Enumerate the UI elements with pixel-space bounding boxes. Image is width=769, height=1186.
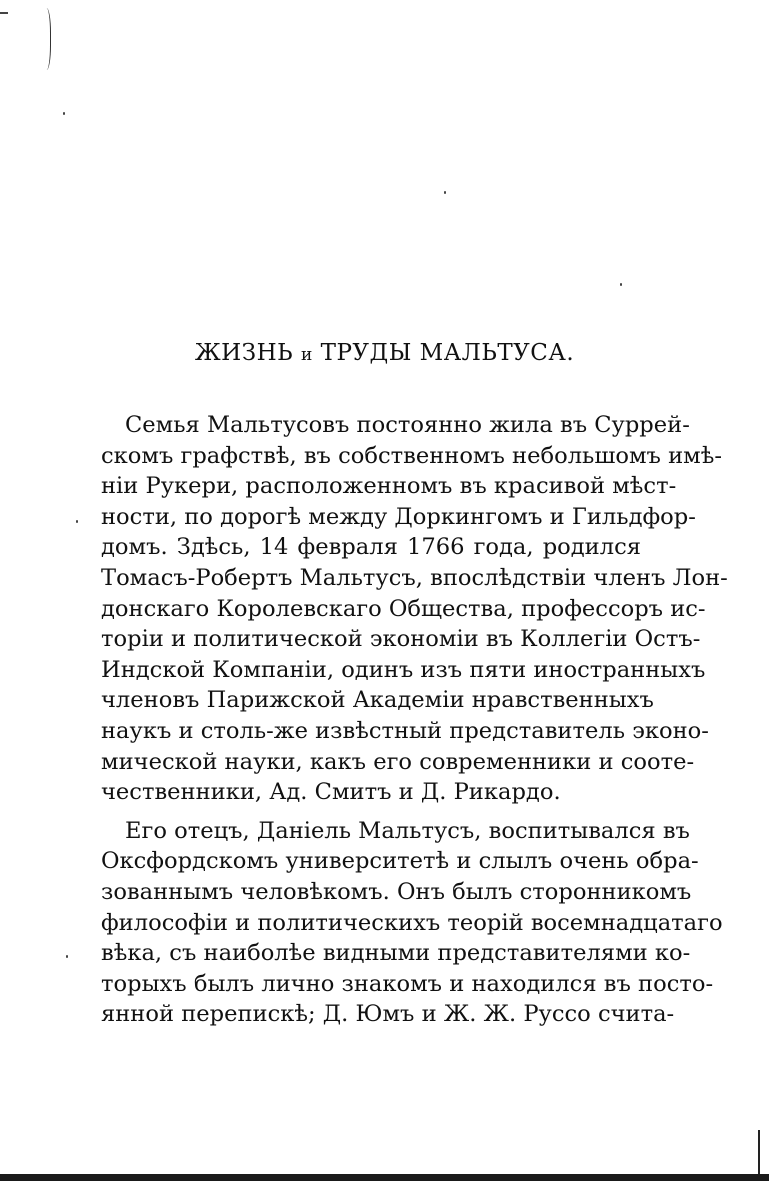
- chapter-title: [0, 340, 769, 366]
- text-line: нiи Рукери, расположенномъ въ красивой мѣст-: [101, 473, 677, 500]
- text-line: торiи и политической экономiи въ Коллегiи Остъ-: [101, 626, 701, 653]
- text-line: торыхъ былъ лично знакомъ и находился въ посто-: [101, 970, 714, 997]
- paragraph-2: [101, 816, 723, 1030]
- text-line: Индской Компанiи, одинъ изъ пяти иностранныхъ: [101, 656, 706, 683]
- text-line: Оксфордскомъ университетѣ и слылъ очень обра-: [101, 848, 699, 875]
- text-line: зованнымъ человѣкомъ. Онъ былъ сторонникомъ: [101, 878, 692, 905]
- body-text: [101, 410, 728, 1030]
- text-line: ности, по дорогѣ между Доркингомъ и Гильдфор-: [101, 503, 696, 530]
- scan-speck: [620, 283, 622, 286]
- title-rest: ТРУДЫ МАЛЬТУСА.: [320, 340, 575, 366]
- paragraph-gap: [101, 808, 641, 816]
- scan-speck: [63, 112, 65, 115]
- text-line: скомъ графствѣ, въ собственномъ небольшомъ имѣ-: [101, 442, 722, 469]
- text-line: домъ. Здѣсь, 14 февраля 1766 года, родился: [101, 534, 641, 561]
- text-line: Его отецъ, Данiель Мальтусъ, воспитывался въ: [125, 817, 690, 844]
- text-line: донскаго Королевскаго Общества, профессоръ ис-: [101, 595, 706, 622]
- paragraph-1: [101, 410, 728, 808]
- text-line: мической науки, какъ его современники и сооте-: [101, 748, 695, 775]
- scan-bottom-edge: [0, 1174, 769, 1181]
- title-connector: и: [300, 345, 313, 365]
- title-word-1: ЖИЗНЬ: [194, 340, 294, 366]
- scan-edge-mark-left: [40, 8, 51, 70]
- scan-speck: [444, 191, 446, 194]
- text-line: Томасъ-Робертъ Мальтусъ, впослѣдствiи членъ Лон-: [101, 564, 728, 591]
- text-line: янной перепискѣ; Д. Юмъ и Ж. Ж. Руссо счита-: [101, 1001, 675, 1028]
- scan-edge-mark-right: [758, 1130, 765, 1176]
- text-line: философiи и политическихъ теорiй восемнадцатаго: [101, 909, 723, 936]
- text-line: вѣка, съ наиболѣе видными представителями ко-: [101, 940, 691, 967]
- text-line: Семья Мальтусовъ постоянно жила въ Суррей-: [125, 412, 690, 438]
- scan-speck: [76, 520, 78, 523]
- scan-edge-mark-top-left: [0, 12, 8, 14]
- text-line: чественники, Ад. Смитъ и Д. Рикардо.: [101, 779, 561, 806]
- text-line: наукъ и столь-же извѣстный представитель эконо-: [101, 717, 709, 744]
- scan-speck: [66, 955, 68, 958]
- text-line: членовъ Парижской Академiи нравственныхъ: [101, 687, 654, 714]
